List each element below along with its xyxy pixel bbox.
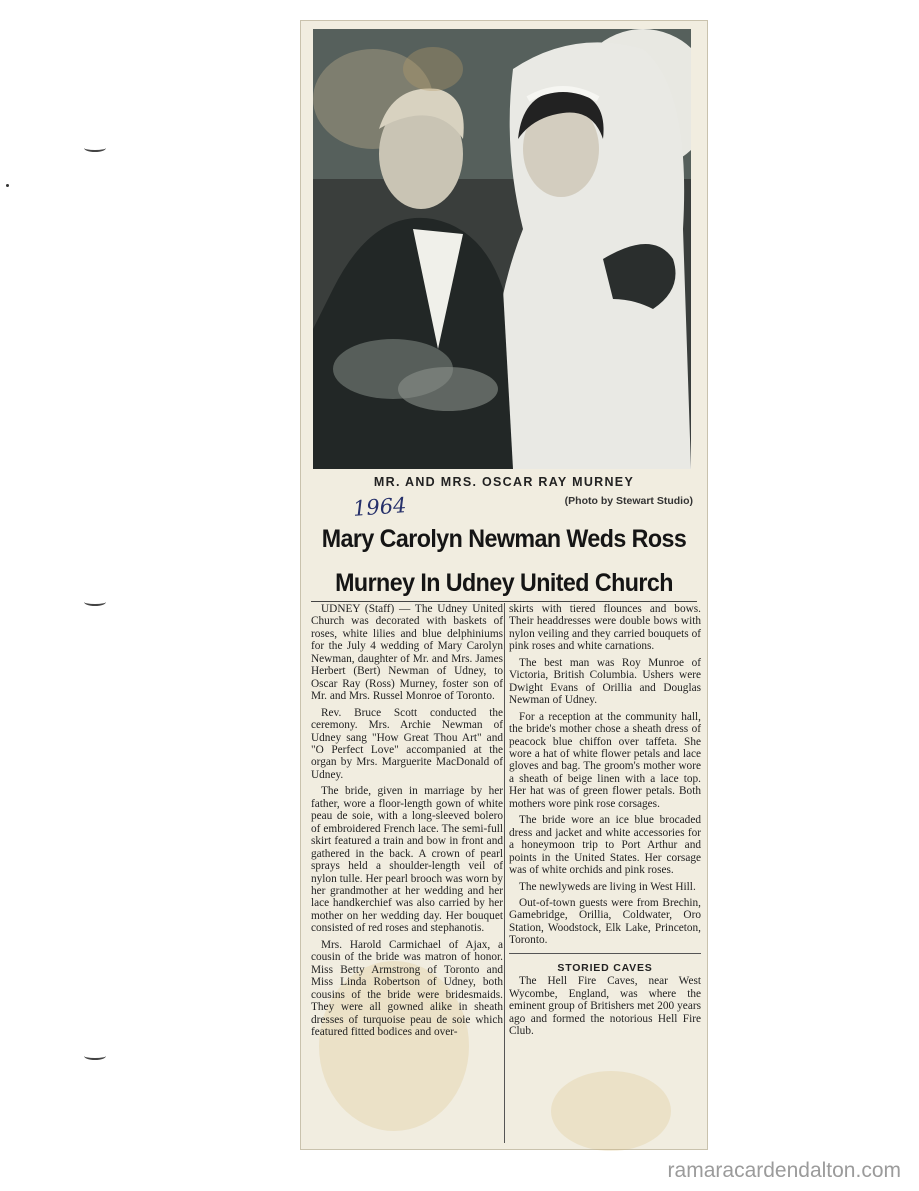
scan-speck (6, 184, 9, 187)
sidebar-story-text: The Hell Fire Caves, near West Wycombe, England, was where the eminent group of Britishers met 200 years ago and formed the notorious Hell Fire Club. (509, 975, 701, 1038)
paragraph: Rev. Bruce Scott conducted the ceremony. Mrs. Archie Newman of Udney sang "How Great Thou Art" and "O Perfect Love" accompanied at the organ by Mrs. Marguerite MacDonald of Udney. (311, 706, 503, 781)
paragraph: For a reception at the community hall, the bride's mother chose a sheath dress of peacock blue chiffon over taffeta. She wore a hat of white flower petals and lace gloves and bag. The groom's mother wore a sheath of beige linen with a lace top. Her hat was of green flower petals. Both mothers wore pink rose corsages. (509, 710, 701, 810)
paragraph: The newlyweds are living in West Hill. (519, 880, 696, 893)
binder-hole-mark (84, 1052, 106, 1060)
story-divider (509, 953, 701, 954)
article-headline (319, 517, 689, 605)
article-column-1 (311, 603, 503, 1042)
paper-stain (551, 1071, 671, 1151)
handwritten-year: 1964 (352, 493, 408, 521)
photo-caption: MR. AND MRS. OSCAR RAY MURNEY (373, 475, 635, 489)
paragraph: The bride, given in marriage by her father, wore a floor-length gown of white peau de soie, with a long-sleeved bolero of embroidered French lace. The semi-full skirt featured a train and bow in front and gathered in the back. A crown of pearl sprays held a shoulder-length veil of nylon tulle. Her pearl brooch was worn by her grandmother at her wedding and her lace handkerchief was also carried by her mother on her wedding day. Her bouquet consisted of red roses and stephanotis. (311, 785, 503, 935)
paragraph: The bride wore an ice blue brocaded dress and jacket and white accessories for a honeymoon trip to Port Arthur and points in the United States. Her corsage was of white orchids and pink roses. (509, 814, 701, 877)
headline-rule (311, 601, 697, 602)
headline-line-1: Mary Carolyn Newman Weds Ross (321, 525, 687, 553)
wedding-photo (313, 29, 691, 469)
site-watermark: ramaracardendalton.com (667, 1159, 901, 1182)
binder-hole-mark (84, 598, 106, 606)
column-divider (504, 603, 505, 1143)
paragraph: The best man was Roy Munroe of Victoria, British Columbia. Ushers were Dwight Evans of Orillia and Douglas Newman of Udney. (509, 656, 701, 707)
paragraph: UDNEY (Staff) — The Udney United Church was decorated with baskets of roses, white lilies and blue delphiniums for the July 4 wedding of Mary Carolyn Newman, daughter of Mr. and Mrs. James Herbert (Bert) Newman of Udney, to Oscar Ray (Ross) Murney, foster son of Mr. and Mrs. Russel Monroe of Toronto. (311, 603, 503, 703)
paragraph: Mrs. Harold Carmichael of Ajax, a cousin of the bride was matron of honor. Miss Betty Armstrong of Toronto and Miss Linda Robertson of Udney, both cousins of the bride were bridesmaids. They were all gowned alike in sheath dresses of turquoise peau de soie which featured fitted bodices and over- (311, 938, 503, 1038)
photo-credit: (Photo by Stewart Studio) (564, 495, 693, 507)
binder-hole-mark (84, 144, 106, 152)
sidebar-story-heading: STORIED CAVES (557, 961, 653, 974)
headline-line-2: Murney In Udney United Church (335, 569, 673, 597)
newspaper-clipping (300, 20, 708, 1150)
paragraph: Out-of-town guests were from Brechin, Gamebridge, Orillia, Coldwater, Oro Station, Woodstock, Elk Lake, Princeton, Toronto. (509, 896, 701, 947)
paragraph: skirts with tiered flounces and bows. Their headdresses were double bows with nylon veiling and they carried bouquets of pink roses and white carnations. (509, 603, 701, 653)
article-column-2 (509, 603, 701, 1042)
